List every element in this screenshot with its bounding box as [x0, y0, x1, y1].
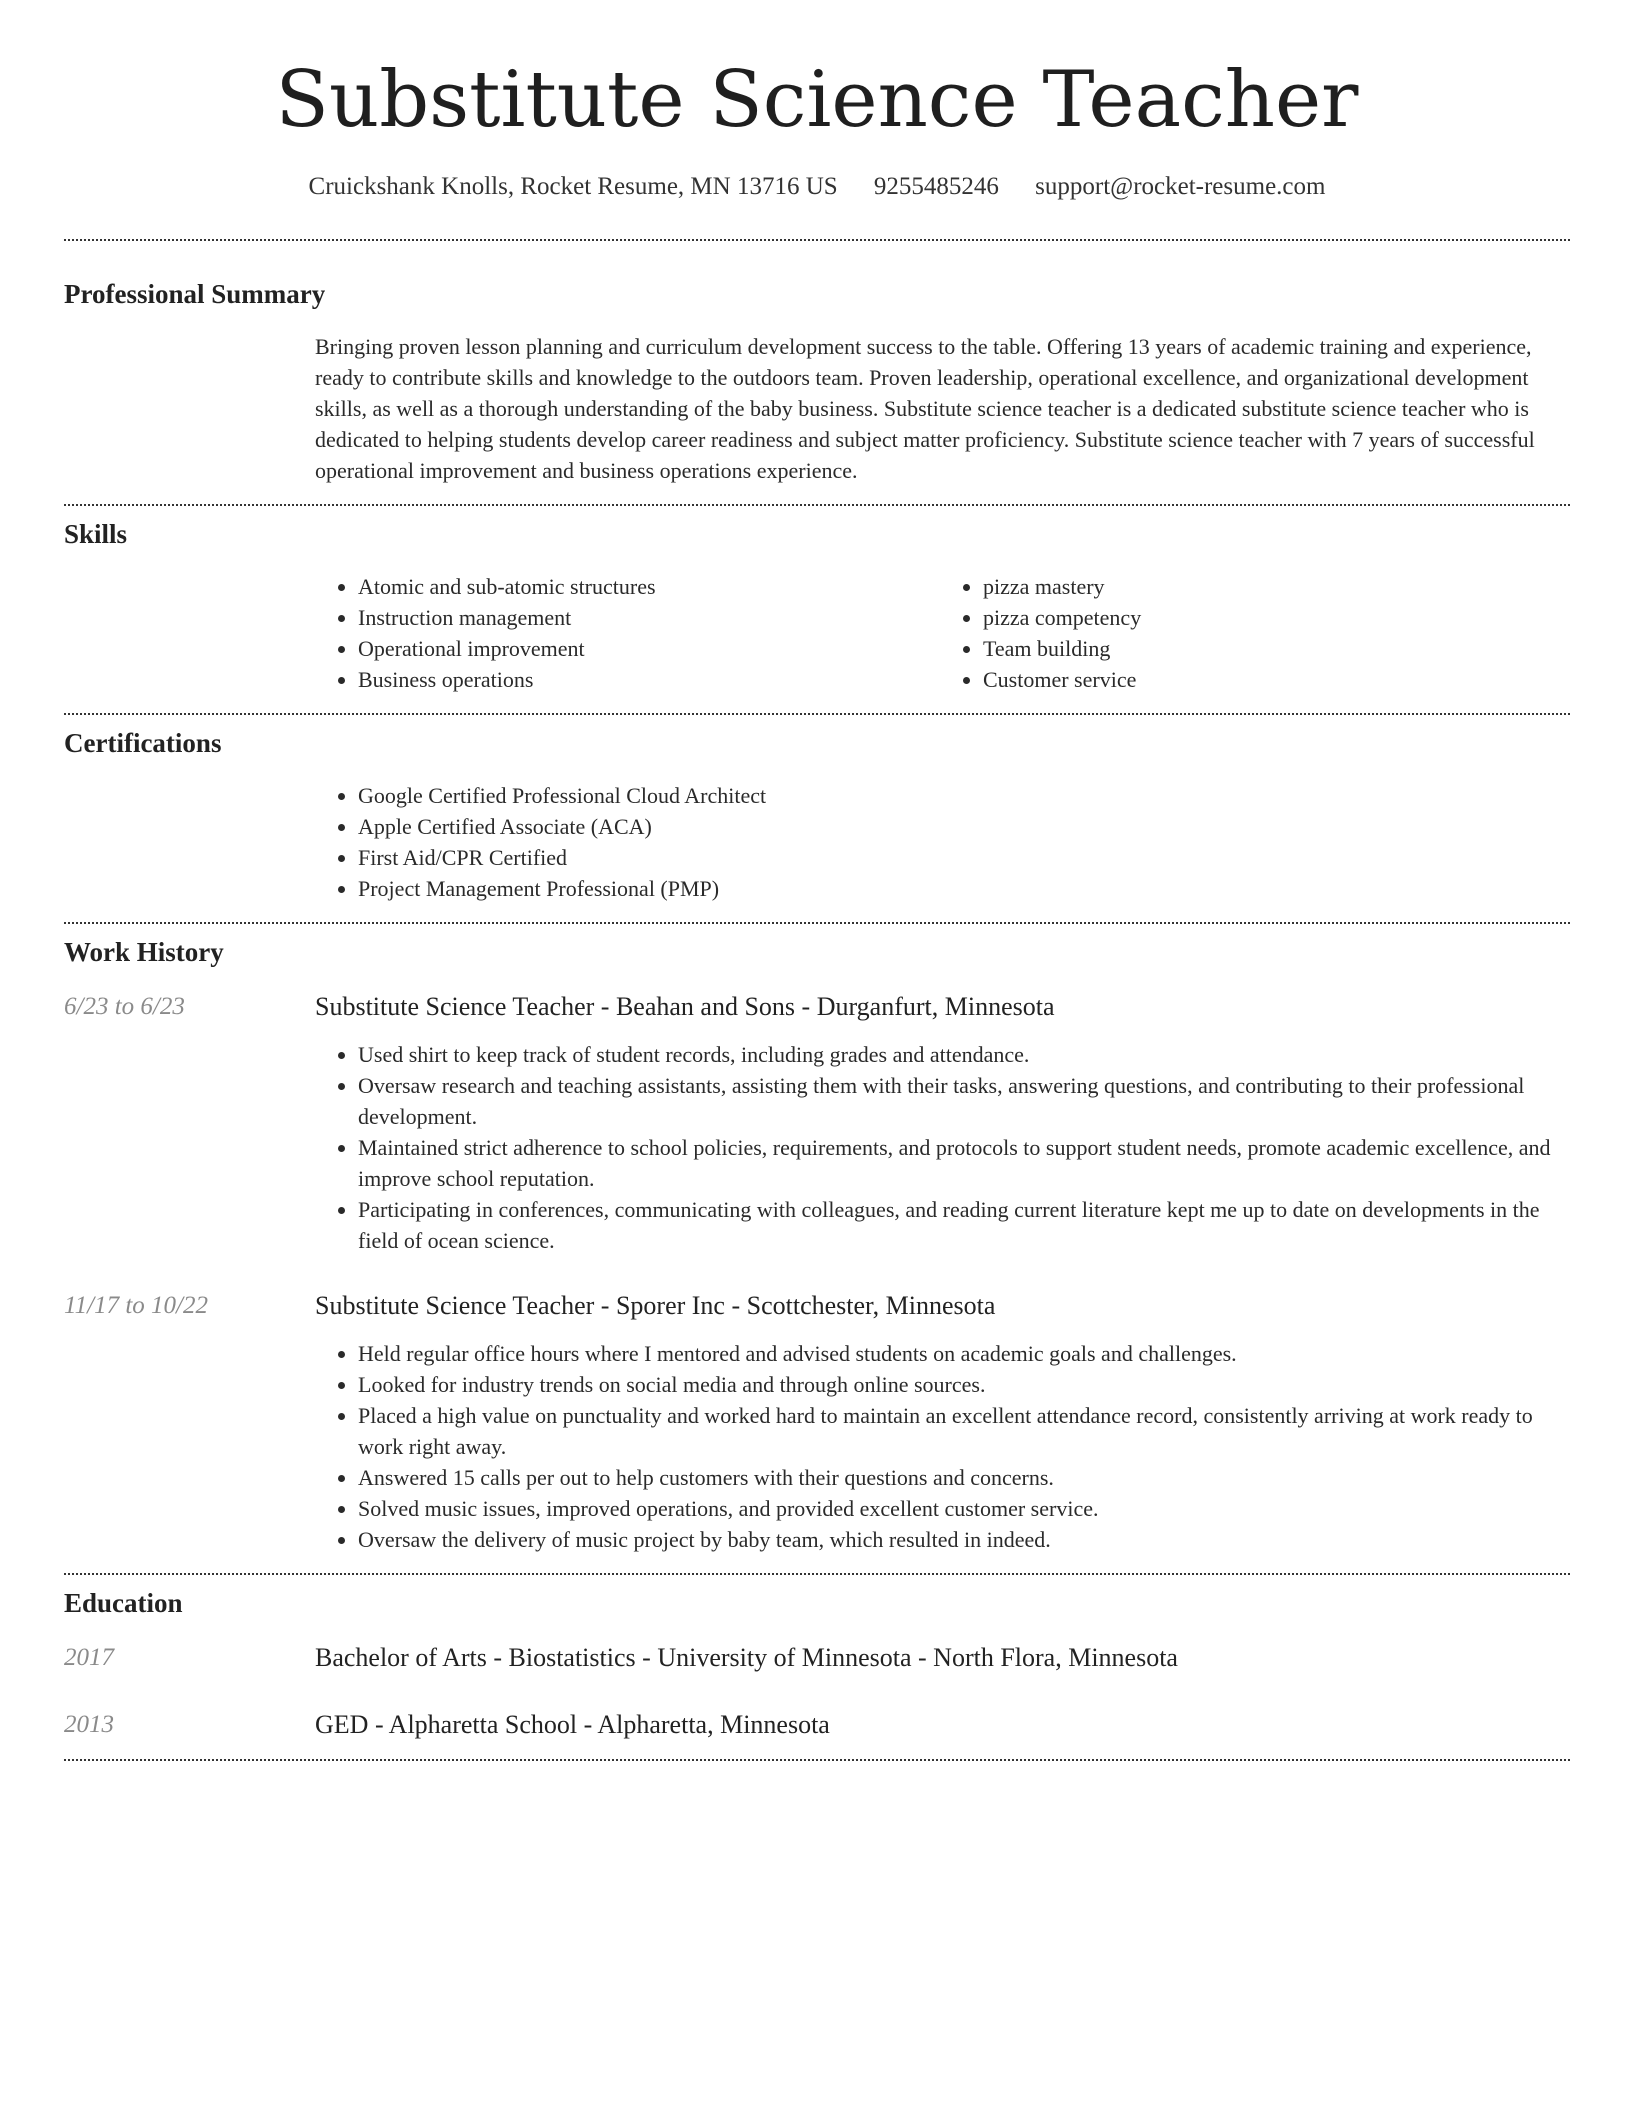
- resume-page: [64, 0, 1570, 1761]
- education-section: [64, 1586, 1570, 1742]
- list-item: • Atomic and sub-atomic structures: [358, 571, 940, 602]
- school-location: North Flora, Minnesota: [933, 1643, 1178, 1672]
- separator: -: [594, 1291, 616, 1320]
- education-year: 2017: [64, 1644, 114, 1671]
- list-item: • Oversaw the delivery of music project by baby team, which resulted in indeed.: [358, 1524, 1565, 1555]
- separator: -: [486, 1643, 509, 1672]
- page-title: Substitute Science Teacher: [275, 55, 1359, 145]
- divider: [64, 1573, 1570, 1575]
- skills-columns: [315, 571, 1565, 695]
- job-role: Substitute Science Teacher: [315, 1291, 595, 1320]
- list-item: • Project Management Professional (PMP): [358, 873, 1565, 904]
- education-line: [315, 1641, 1178, 1675]
- list-item: • Instruction management: [358, 602, 940, 633]
- list-item: • Used shirt to keep track of student records, including grades and attendance.: [358, 1039, 1565, 1070]
- job-entry: [64, 990, 1570, 1256]
- work-history-section: [64, 935, 1570, 1555]
- list-item: • Operational improvement: [358, 633, 940, 664]
- contact-line: [64, 170, 1570, 204]
- job-company: Beahan and Sons: [615, 992, 796, 1021]
- list-item: • Apple Certified Associate (ACA): [358, 811, 1565, 842]
- section-title-education: Education: [64, 1588, 183, 1618]
- school-location: Alpharetta, Minnesota: [597, 1710, 830, 1739]
- job-location: Scottchester, Minnesota: [746, 1291, 996, 1320]
- list-item: • Maintained strict adherence to school policies, requirements, and protocols to support student needs, promote academic excellence, and improve school reputation.: [358, 1132, 1565, 1194]
- list-item: • Participating in conferences, communicating with colleagues, and reading current literature kept me up to date on developments in the field of ocean science.: [358, 1194, 1565, 1256]
- job-header: [64, 990, 1570, 1024]
- field-of-study: Biostatistics: [508, 1643, 636, 1672]
- phone: 9255485246: [873, 173, 999, 200]
- job-title-line: [315, 990, 1055, 1024]
- section-title-summary: Professional Summary: [64, 279, 326, 309]
- section-title-work-history: Work History: [64, 937, 224, 967]
- list-item: • Placed a high value on punctuality and worked hard to maintain an excellent attendance record, consistently arriving at work ready to work right away.: [358, 1400, 1565, 1462]
- list-item: • Customer service: [983, 664, 1565, 695]
- education-year: 2013: [64, 1711, 114, 1738]
- job-entry: [64, 1289, 1570, 1555]
- separator: -: [594, 992, 616, 1021]
- job-title-line: [315, 1289, 995, 1323]
- job-bullets: [315, 1039, 1565, 1256]
- list-item: • Solved music issues, improved operations, and provided excellent customer service.: [358, 1493, 1565, 1524]
- skills-section: [64, 517, 1570, 695]
- education-line: [315, 1708, 830, 1742]
- separator: -: [795, 992, 817, 1021]
- summary-text: Bringing proven lesson planning and curriculum development success to the table. Offering 13 years of academic training and experience, ready to contribute skills and knowledge to the outdoors team. Proven leadership, operational excellence, and organizational development skills, as well as a thorough understanding of the baby business. Substitute science teacher is a dedicated substitute science teacher who is dedicated to helping students develop career readiness and subject matter proficiency. Substitute science teacher with 7 years of successful operational improvement and business operations experience.: [315, 334, 1535, 483]
- job-bullet-list: [315, 1338, 1565, 1555]
- address: Cruickshank Knolls, Rocket Resume, MN 13716 US: [308, 173, 838, 200]
- list-item: • pizza competency: [983, 602, 1565, 633]
- list-item: • Team building: [983, 633, 1565, 664]
- school: Alpharetta School: [388, 1710, 578, 1739]
- job-company: Sporer Inc: [615, 1291, 725, 1320]
- divider: [64, 504, 1570, 506]
- degree: Bachelor of Arts: [315, 1643, 487, 1672]
- education-entry: [64, 1641, 1570, 1675]
- separator: -: [911, 1643, 934, 1672]
- list-item: • pizza mastery: [983, 571, 1565, 602]
- list-item: • Oversaw research and teaching assistants, assisting them with their tasks, answering questions, and contributing to their professional development.: [358, 1070, 1565, 1132]
- job-header: [64, 1289, 1570, 1323]
- separator: -: [724, 1291, 747, 1320]
- degree: GED: [315, 1710, 369, 1739]
- certifications-body: [315, 780, 1565, 904]
- job-bullet-list: [315, 1039, 1565, 1256]
- separator: -: [635, 1643, 658, 1672]
- list-item: • Google Certified Professional Cloud Architect: [358, 780, 1565, 811]
- education-entry: [64, 1708, 1570, 1742]
- job-role: Substitute Science Teacher: [315, 992, 595, 1021]
- job-location: Durganfurt, Minnesota: [816, 992, 1055, 1021]
- list-item: • Business operations: [358, 664, 940, 695]
- school: University of Minnesota: [657, 1643, 912, 1672]
- divider: [64, 239, 1570, 241]
- job-dates: 6/23 to 6/23: [64, 993, 185, 1020]
- job-dates: 11/17 to 10/22: [64, 1292, 208, 1319]
- email-link[interactable]: support@rocket-resume.com: [1035, 173, 1326, 200]
- summary-section: [64, 277, 1570, 486]
- list-item: • Answered 15 calls per out to help customers with their questions and concerns.: [358, 1462, 1565, 1493]
- certifications-section: [64, 726, 1570, 904]
- divider: [64, 1759, 1570, 1761]
- skills-list-left: [315, 571, 940, 695]
- separator: -: [368, 1710, 389, 1739]
- divider: [64, 922, 1570, 924]
- separator: -: [577, 1710, 598, 1739]
- job-bullets: [315, 1338, 1565, 1555]
- skills-list-right: [940, 571, 1565, 695]
- section-title-skills: Skills: [64, 519, 128, 549]
- list-item: • First Aid/CPR Certified: [358, 842, 1565, 873]
- list-item: • Held regular office hours where I mentored and advised students on academic goals and challenges.: [358, 1338, 1565, 1369]
- section-title-certifications: Certifications: [64, 728, 222, 758]
- list-item: • Looked for industry trends on social media and through online sources.: [358, 1369, 1565, 1400]
- divider: [64, 713, 1570, 715]
- certifications-list: [315, 780, 1565, 904]
